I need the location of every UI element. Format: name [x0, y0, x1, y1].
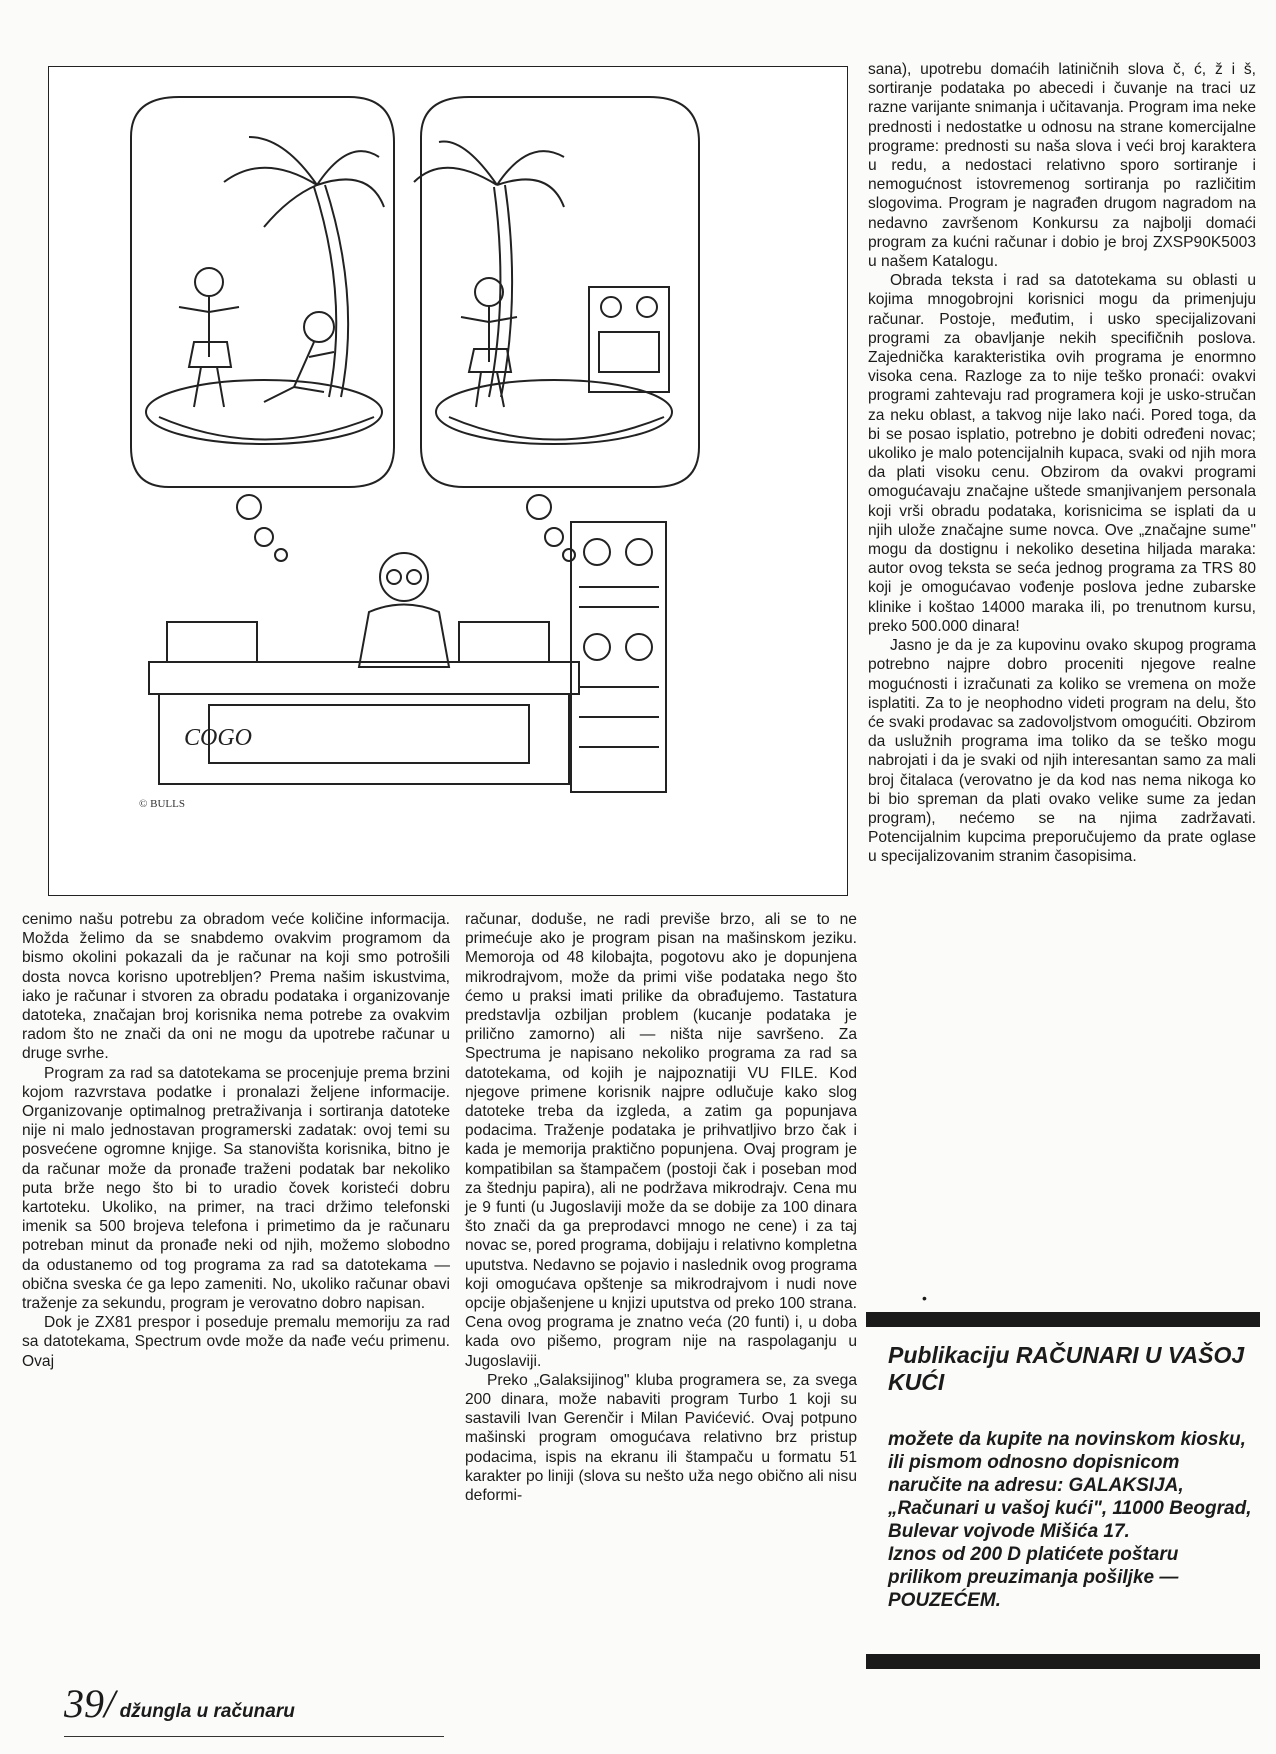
artist-signature: COGO — [184, 725, 253, 751]
right-text-column — [868, 60, 1256, 867]
cartoon-illustration — [48, 66, 848, 896]
left-island — [146, 380, 382, 444]
left-paragraph-3: Dok je ZX81 prespor i poseduje premalu memoriju za rad sa datotekama, Spectrum ovde može da nađe veću primenu. Ovaj — [22, 1314, 450, 1370]
promo-body — [888, 1428, 1254, 1612]
middle-paragraph-2: Preko „Galaksijinog" kluba programera se, za svega 200 dinara, može nabaviti program Turbo 1 koji su sastavili Ivan Gerenčir i Milan Pavićević. Ovaj potpuno mašinski program omogućava relativno brz pristup podacima, ispis na ekranu ili štampaču u formatu 51 karakter po liniji (slova su nešto uža nego obično ali nisu deformi- — [465, 1371, 857, 1505]
right-paragraph-2: Obrada teksta i rad sa datotekama su oblasti u kojima mnogobrojni korisnici mogu da primenjuju računar. Postoje, međutim, i usko specijalizovani programi za obavljanje nekih specifičnih poslova. Zajednička karakteristika ovih programa je enormno visoka cena. Razloge za to nije teško pronaći: ovakvi programi zahtevaju rad programera koji je usko-stručan za neku oblast, a takvog nije lako naći. Pored toga, da bi se posao isplatio, potrebno je dobiti određeni novac; ukoliko je malo potencijalnih kupaca, svaki od njih mora da plati visoku cenu. Obzirom da ovakvi programi omogućavaju značajne uštede smanjivanjem personala koji vrši obradu podataka, korisnicima se isplati da u njih ulože značajne sume novca. Ove „značajne sume" mogu da dostignu i nekoliko desetina hiljada maraka: autor ovog teksta se seća jednog programa za TRS 80 koji je omogućavao vođenje poslova jedne zubarske klinike i koštao 14000 maraka ili, po trenutnom kursu, preko 500.000 dinara! — [868, 272, 1256, 635]
middle-text-column — [465, 910, 857, 1505]
left-woman-figure — [195, 268, 223, 296]
left-paragraph-2: Program za rad sa datotekama se procenjuje prema brzini kojom razvrstava podatke i pronalazi željene informacije. Organizovanje optimalnog pretraživanja i sortiranja datoteke nije ni malo jednostavan programerski zadatak: ovoj temi su posvećene ogromne knjige. Sa stanovišta korisnika, bitno je da računar može da pronađe traženi podatak bar nekoliko puta brže nego što bi to uradio čovek koristeći dobru kartoteku. Ukoliko, na primer, na traci držimo telefonski imenik sa 500 brojeva telefona i primetimo da je računaru potreban minut da pronađe neki od njih, možemo slobodno da odustanemo od tog programa za rad sa datotekama — obična sveska će ga lepo zameniti. No, ukoliko računar obavi traženje za sekundu, program je verovatno dobro napisan. — [22, 1064, 450, 1313]
footer-rule — [64, 1736, 444, 1737]
promo-top-bar — [866, 1312, 1260, 1327]
left-paragraph-1: cenimo našu potrebu za obradom veće količine informacija. Možda želimo da se snabdemo ovakvim programom da bismo okolini pokazali da je računar na koji smo potrošili dosta novca korisno upotrebljen? Prema našim iskustvima, iako je računar i stvoren za obradu podataka i organizovanje datoteka, značajan broj korisnika nema potrebe za ovakvim radom što ne znači da oni ne mogu da upotrebe računar u druge svrhe. — [22, 911, 450, 1063]
middle-paragraph-1: računar, doduše, ne radi previše brzo, ali se to ne primećuje ako je program pisan na mašinskom jeziku. Memoroja od 48 kilobajta, pogotovu ako je dopunjena mikrodrajvom, može da primi više podataka nego što ćemo u praksi imati prilike da obrađujemo. Tastatura predstavlja ozbiljan problem (kucanje podataka je prilično zamorno) ali — ništa nije savršeno. Za Spectruma je napisano nekoliko programa za rad sa datotekama, od kojih je najpoznatiji VU FILE. Kod njegove primene korisnik najpre odlučuje kako slog datoteke treba da izgleda, a zatim ga popunjava podacima. Traženje podataka je prihvatljivo brzo čak i kada je memorija praktično popunjena. Ovaj program je kompatibilan sa štampačem (postoji čak i poseban mod za štednju papira), ali ne podržava mikrodrajv. Cena mu je 9 funti (u Jugoslaviji može da se dobije za 100 dinara što znači da ga preprodavci mnogo ne cene) i za taj novac se, pored programa, dobijaju i relativno kompletna uputstva. Nedavno se pojavio i naslednik ovog programa koji omogućava opštenje sa mikrodrajvom i nudi nove opcije objašenjene u knjizi uputstva od preko 100 strana. Cena ovog programa je znatno veća (20 funti) i, u doba kada ovo pišemo, program nije na raspolaganju u Jugoslaviji. — [465, 911, 857, 1370]
promo-body-text: možete da kupite na novinskom kiosku, ili pismom odnosno dopisnicom naručite na adresu: GALAKSIJA, „Računari u vašoj kući", 11000 Beograd, Bulevar vojvode Mišića 17. — [888, 1429, 1252, 1542]
section-name: džungla u računaru — [119, 1701, 295, 1722]
promo-bottom-bar — [866, 1654, 1260, 1669]
paper-stack-left — [167, 622, 257, 662]
promo-note: Iznos od 200 D platićete poštaru prilikom preuzimanja pošiljke — POUZEĆEM. — [888, 1544, 1179, 1611]
left-thought-bubble — [131, 97, 394, 487]
bullet-dot: • — [922, 1290, 927, 1306]
left-text-column — [22, 910, 450, 1371]
right-woman-figure — [475, 278, 503, 306]
right-palm-tree — [489, 185, 512, 397]
promo-box — [866, 1312, 1260, 1666]
right-island — [436, 380, 672, 444]
right-paragraph-3: Jasno je da je za kupovinu ovako skupog programa potrebno najpre dobro proceniti njegove realne mogućnosti i izračunati za koliko se vremena on može isplatiti. Za to je neophodno videti program na delu, što će svaki prodavac sa zadovoljstvom omogućiti. Obzirom da uslužnih programa ima toliko da se teško mogu nabrojati i da je svaki od njih interesantan samo za mali broj čitalaca (verovatno je da kod nas nema nikoga ko bi bio spreman da plati ovako velike sume za jedan program), nećemo se na njima zadržavati. Potencijalnim kupcima preporučujemo da prate oglase u specijalizovanim stranim časopisima. — [868, 637, 1256, 866]
left-palm-tree — [314, 185, 348, 397]
right-paragraph-1: sana), upotrebu domaćih latiničnih slova č, ć, ž i š, sortiranje podataka po abecedi i čuvanje na traci uz razne varijante snimanja i učitavanja. Program ima neke prednosti i nedostatke u odnosu na strane komercijalne programe: prednosti su naša slova i veći broj karaktera u redu, a nedostaci relativno sporo sortiranje i nemogućnost istovremenog sortiranja po različitim slogovima. Program je nagrađen drugom nagradom na nedavno završenom Konkursu za najbolji domaći program za kućni računar i dobio je broj ZXSP90K5003 u našem Katalogu. — [868, 61, 1256, 271]
page-number: 39/ — [64, 1681, 116, 1726]
cartoon-credit: © BULLS — [139, 798, 185, 810]
left-man-figure — [304, 312, 334, 342]
promo-title: Publikaciju RAČUNARI U VAŠOJ KUĆI — [888, 1342, 1245, 1395]
mainframe-computer — [571, 522, 666, 792]
paper-stack-right — [459, 622, 549, 662]
cartoon-drawing — [49, 67, 847, 895]
page-footer — [64, 1680, 444, 1727]
